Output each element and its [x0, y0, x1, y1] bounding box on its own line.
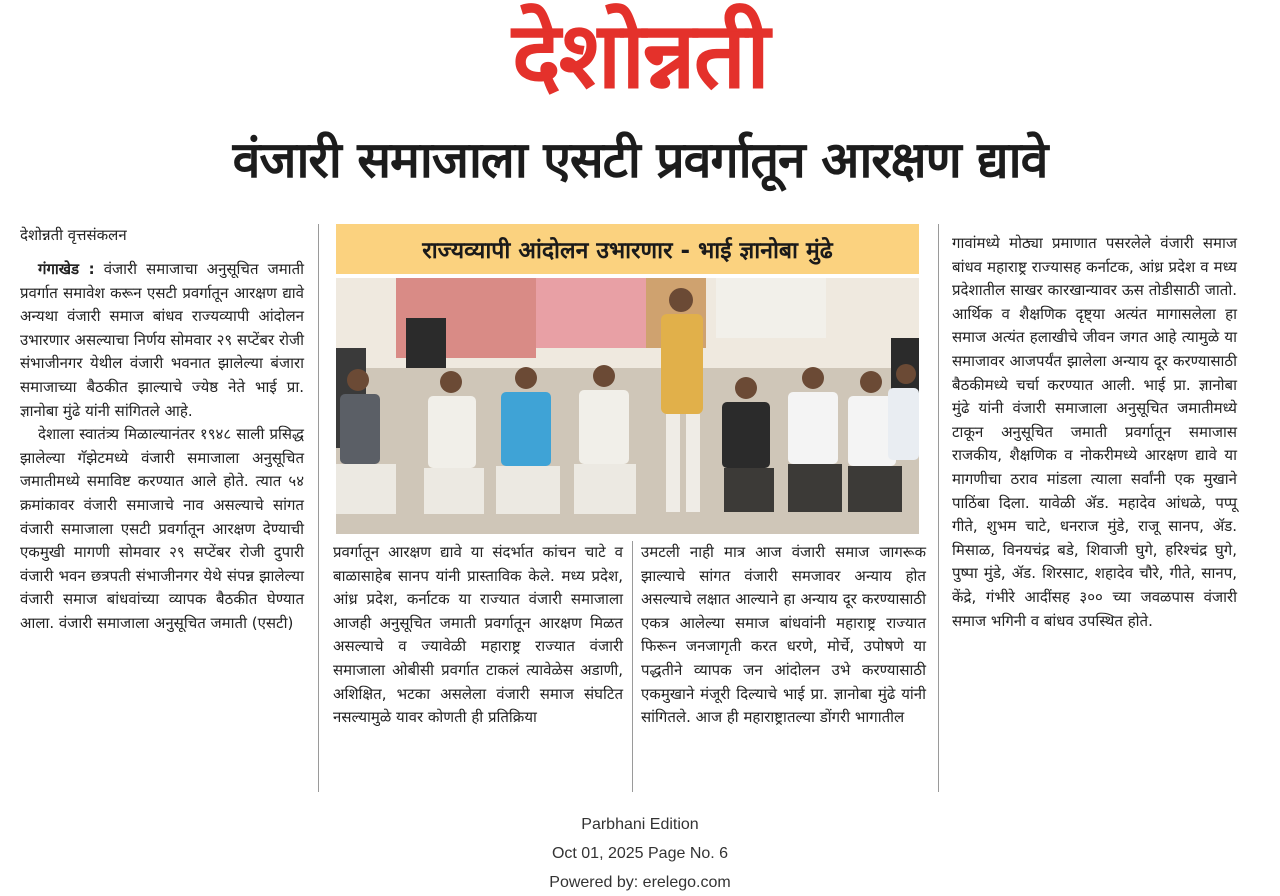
- column-rule-2: [632, 541, 633, 792]
- article-column-3: [641, 541, 926, 730]
- column-2-text: प्रवर्गातून आरक्षण द्यावे या संदर्भात कांचन चाटे व बाळासाहेब सानप यांनी प्रास्ताविक केले. मध्य प्रदेश, आंध्र प्रदेश, कर्नाटक या राज्यात वंजारी समाजाला आजही अनुसूचित जमाती प्रवर्गातून आरक्षण मिळत असल्याचे व ज्यावेळी महाराष्ट्र राज्यात वंजारी समाजाला ओबीसी प्रवर्गात टाकलं त्यावेळेस अडाणी, अशिक्षित, भटका असलेला वंजारी समाज संघटित नसल्यामुळे यावर कोणती ही प्रतिक्रिया: [333, 543, 623, 727]
- meeting-photo-illustration: [336, 278, 919, 534]
- footer-date-page: Oct 01, 2025 Page No. 6: [551, 845, 729, 862]
- paragraph-1-text: वंजारी समाजाचा अनुसूचित जमाती प्रवर्गात समावेश करून एसटी प्रवर्गातून आरक्षण द्यावे अन्यथा वंजारी समाज बांधव राज्यव्यापी आंदोलन उभारणार असल्याचा निर्णय सोमवार २९ सप्टेंबर रोजी संभाजीनगर येथील वंजारी भवनात झालेल्या बंजारा समाजाच्या बैठकीत झाल्याचे ज्येष्ठ नेते भाई प्रा. ज्ञानोबा मुंढे यांनी सांगितले आहे.: [20, 260, 305, 420]
- masthead: [0, 0, 1280, 112]
- article-column-1: [20, 258, 304, 636]
- article-column-2: [333, 541, 623, 730]
- subheadline-banner: राज्यव्यापी आंदोलन उभारणार - भाई ज्ञानोबा मुंढे: [336, 224, 919, 274]
- footer-edition: Parbhani Edition: [581, 816, 699, 833]
- column-4-text: गावांमध्ये मोठ्या प्रमाणात पसरलेले वंजारी समाज बांधव महाराष्ट्र राज्यासह कर्नाटक, आंध्र प्रदेश व मध्य प्रदेशातील साखर कारखान्यावर ऊस तोडीसाठी जातो. आर्थिक व शैक्षणिक दृष्ट्या अत्यंत मागासलेला हा समाज अत्यंत हलाखीचे जीवन जगत आहे त्यामुळे या समाजावर आजपर्यंत झालेला अन्याय दूर करण्यासाठी बैठकीमध्ये चर्चा करण्यात आली. भाई प्रा. ज्ञानोबा मुंढे यांनी वंजारी समाजाला अनुसूचित जमातीमध्ये टाकून अनुसूचित जमाती प्रवर्गातून समाजास राजकीय, शैक्षणिक व नोकरीमध्ये आरक्षण द्यावे या मागणीचा ठराव मांडला त्याला सर्वांनी एक मुखाने पाठिंबा दिला. यावेळी ॲड. महादेव आंधळे, पप्पू गीते, शुभम चाटे, धनराज मुंडे, राजू सानप, ॲड. मिसाळ, विनयचंद्र बडे, शिवाजी घुगे, हरिश्चंद्र घुगे, पुष्पा मुंडे, ॲड. शिरसाट, शहादेव चौरे, गीते, सानप, केंद्रे, गंभीरे आदींसह ३०० च्या जवळपास वंजारी समाज भगिनी व बांधव उपस्थित होते.: [952, 234, 1237, 630]
- column-rule-1: [318, 224, 319, 792]
- article-column-4: [952, 232, 1237, 633]
- dateline: गंगाखेड :: [38, 260, 95, 278]
- byline: देशोन्नती वृत्तसंकलन: [20, 226, 127, 244]
- column-rule-3: [938, 224, 939, 792]
- paragraph-2: देशाला स्वातंत्र्य मिळाल्यानंतर १९४८ साली प्रसिद्ध झालेल्या गॅझेटमध्ये वंजारी समाजाला अनुसूचित जमातीमध्ये समाविष्ट करण्यात आले होते. त्यात ५४ क्रमांकावर वंजारी समाजाचे नाव असल्याचे सांगत वंजारी समाजाला एसटी प्रवर्गातून आरक्षण देण्याची एकमुखी मागणी सोमवार २९ सप्टेंबर रोजी दुपारी वंजारी भवन छत्रपती संभाजीनगर येथे संपन्न झालेल्या वंजारी समाज बांधवांच्या व्यापक बैठकीत घेण्यात आला. वंजारी समाजाला अनुसूचित जमाती (एसटी): [20, 425, 304, 632]
- paragraph-1: [20, 258, 304, 423]
- column-3-text: उमटली नाही मात्र आज वंजारी समाज जागरूक झाल्याचे सांगत वंजारी समजावर अन्याय होत असल्याचे लक्षात आल्याने हा अन्याय दूर करण्यासाठी एकत्र आलेल्या समाज बांधवांनी महाराष्ट्र राज्यात फिरून जनजागृती करत धरणे, मोर्चे, उपोषणे या पद्धतीने व्यापक जन आंदोलन उभे करण्यासाठी एकमुखाने मंजूरी दिल्याचे भाई प्रा. ज्ञानोबा मुंढे यांनी सांगितले. आज ही महाराष्ट्रातल्या डोंगरी भागातील: [641, 543, 926, 727]
- footer-powered-by: Powered by: erelego.com: [549, 874, 731, 891]
- newspaper-name: देशोन्नती: [512, 2, 768, 109]
- meeting-photo: [336, 278, 919, 534]
- headline: वंजारी समाजाला एसटी प्रवर्गातून आरक्षण द्यावे: [232, 131, 1048, 189]
